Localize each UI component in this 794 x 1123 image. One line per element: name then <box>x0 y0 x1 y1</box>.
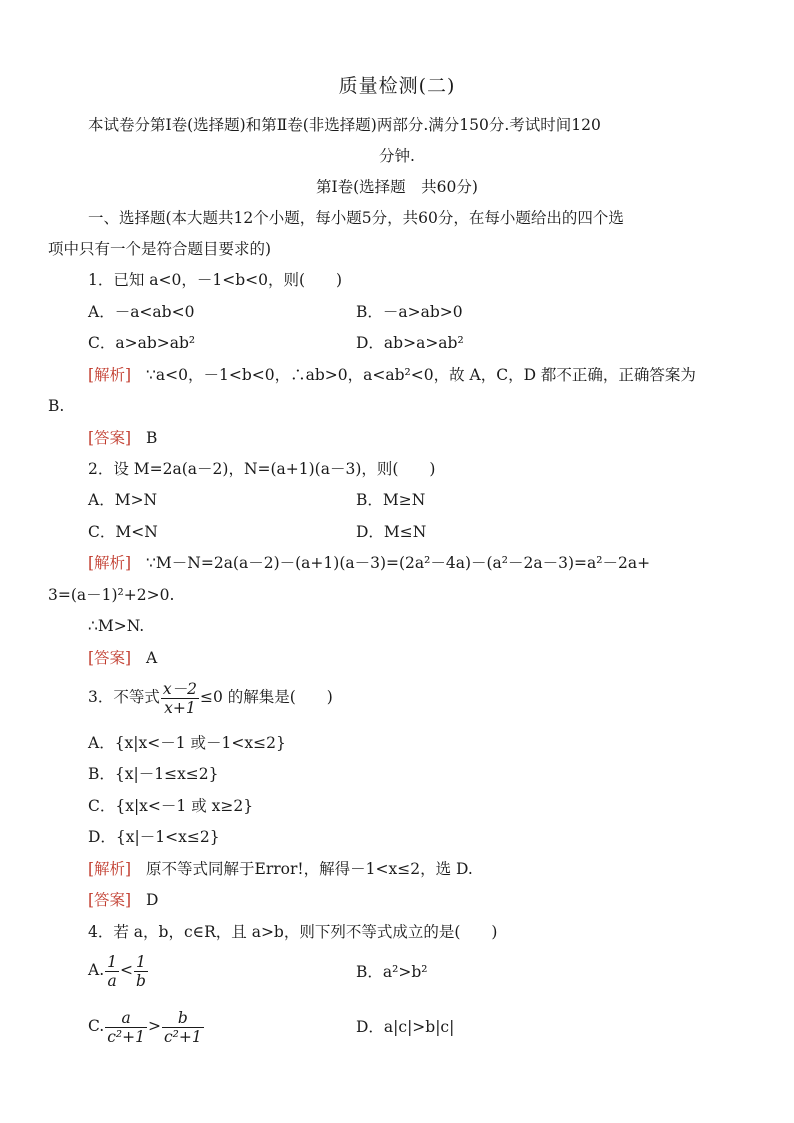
q3-stem-prefix: 3．不等式 <box>88 688 160 706</box>
q2-answer-value: A <box>146 649 158 667</box>
q3-answer <box>88 890 158 910</box>
q4-option-c-f1-denominator: c²+1 <box>107 1027 145 1046</box>
q2-analysis-tag: [解析] <box>88 554 132 572</box>
q2-analysis <box>88 553 650 573</box>
q4-option-a-f2-numerator: 1 <box>134 953 148 972</box>
q4-option-a-f2-denominator: b <box>136 971 146 990</box>
q1-stem: 1．已知 a<0，－1<b<0，则( ) <box>88 271 343 289</box>
q3-answer-value: D <box>146 891 159 909</box>
instruction-line-1: 一、选择题(本大题共12个小题，每小题5分，共60分，在每小题给出的四个选 <box>88 209 624 227</box>
q2-answer-tag: [答案] <box>88 649 132 667</box>
q2-analysis-text: ∵M－N=2a(a－2)－(a+1)(a－3)=(2a²－4a)－(a²－2a－3)=a²－2a+ <box>146 554 651 572</box>
q4-option-c-label: C. <box>88 1017 105 1035</box>
q2-option-d: D．M≤N <box>356 523 427 541</box>
q4-option-c-fraction-1 <box>105 1009 147 1046</box>
q4-option-c-fraction-2 <box>162 1009 204 1046</box>
q1-option-b: B．－a>ab>0 <box>356 303 463 321</box>
q1-analysis-text: ∵a<0，－1<b<0，∴ab>0，a<ab²<0，故 A，C，D 都不正确，正确答案为 <box>146 366 696 384</box>
q3-answer-tag: [答案] <box>88 891 132 909</box>
q4-option-a-operator: < <box>120 961 133 979</box>
q2-stem: 2．设 M=2a(a－2)，N=(a+1)(a－3)，则( ) <box>88 460 436 478</box>
q1-analysis-tag: [解析] <box>88 366 132 384</box>
q3-option-d: D．{x|－1<x≤2} <box>88 828 220 846</box>
q1-option-a: A．－a<ab<0 <box>88 303 195 321</box>
q1-option-d: D．ab>a>ab² <box>356 334 464 352</box>
q3-stem <box>88 677 333 717</box>
q3-option-c: C．{x|x<－1 或 x≥2} <box>88 797 254 815</box>
q4-option-c <box>88 1006 205 1046</box>
q4-option-c-f2-denominator: c²+1 <box>163 1027 202 1046</box>
q3-option-a: A．{x|x<－1 或－1<x≤2} <box>88 734 286 752</box>
q3-fraction-denominator: x+1 <box>164 698 196 717</box>
q4-option-a-label: A. <box>88 961 105 979</box>
q4-stem: 4．若 a，b，c∈R，且 a>b，则下列不等式成立的是( ) <box>88 923 498 941</box>
q3-fraction <box>161 680 199 717</box>
q1-option-c: C．a>ab>ab² <box>88 334 196 352</box>
q4-option-a-fraction-1 <box>105 953 119 990</box>
q1-answer <box>88 428 157 448</box>
q2-option-a: A．M>N <box>88 491 158 509</box>
q4-option-c-f1-numerator: a <box>105 1009 147 1028</box>
q1-answer-tag: [答案] <box>88 429 132 447</box>
q3-analysis-tag: [解析] <box>88 860 132 878</box>
q4-option-a-f1-denominator: a <box>107 971 117 990</box>
q3-option-b: B．{x|－1≤x≤2} <box>88 765 219 783</box>
q3-fraction-numerator: x－2 <box>162 679 197 698</box>
page-title: 质量检测(二) <box>338 75 456 97</box>
intro-line-1: 本试卷分第Ⅰ卷(选择题)和第Ⅱ卷(非选择题)两部分.满分150分.考试时间120 <box>88 116 601 134</box>
intro-line-2: 分钟. <box>379 147 415 165</box>
q4-option-d: D．a|c|>b|c| <box>356 1018 455 1036</box>
q1-analysis-line-2: B. <box>48 397 65 415</box>
section-title: 第Ⅰ卷(选择题 共60分) <box>316 178 478 196</box>
q4-option-a-fraction-2 <box>134 953 148 990</box>
q2-analysis-line-3: ∴M>N. <box>88 617 145 635</box>
q2-answer <box>88 648 157 668</box>
q4-option-c-f2-numerator: b <box>162 1009 204 1028</box>
q4-option-c-operator: > <box>147 1017 161 1035</box>
q4-option-a <box>88 950 149 990</box>
q2-option-b: B．M≥N <box>356 491 426 509</box>
q2-option-c: C．M<N <box>88 523 158 541</box>
q2-analysis-line-2: 3=(a－1)²+2>0. <box>48 586 175 604</box>
q3-analysis <box>88 859 473 879</box>
q1-analysis <box>88 365 696 385</box>
q1-answer-value: B <box>146 429 158 447</box>
q3-stem-suffix: ≤0 的解集是( ) <box>199 688 333 706</box>
q4-option-a-f1-numerator: 1 <box>107 952 117 971</box>
q3-analysis-text: 原不等式同解于Error!，解得－1<x≤2，选 D. <box>146 860 473 878</box>
q4-option-b: B．a²>b² <box>356 963 428 981</box>
instruction-line-2: 项中只有一个是符合题目要求的) <box>48 240 272 258</box>
